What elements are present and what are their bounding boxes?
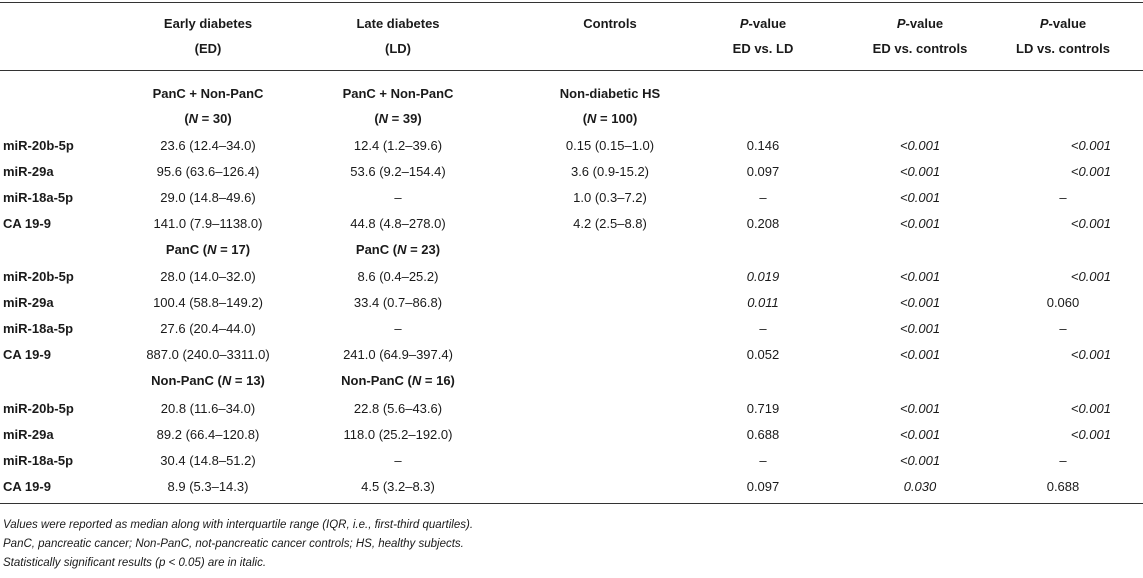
g1-row3-late: –: [394, 190, 402, 205]
table-top-rule: [0, 2, 1143, 3]
g3-row4-label: CA 19-9: [3, 479, 51, 494]
header-late-line1: Late diabetes: [356, 16, 440, 31]
g3-row2-late: 118.0 (25.2–192.0): [343, 427, 453, 442]
g2-row4-p2: <0.001: [899, 347, 941, 362]
g3-row2-p2: <0.001: [899, 427, 941, 442]
g1-row1-label: miR-20b-5p: [3, 138, 74, 153]
g2-row1-early: 28.0 (14.0–32.0): [160, 269, 256, 284]
g3-row3-late: –: [394, 453, 402, 468]
g1-row4-early: 141.0 (7.9–1138.0): [153, 216, 263, 231]
g2-row3-p2: <0.001: [899, 321, 941, 336]
g1-row2-p3: <0.001: [1070, 164, 1111, 179]
g1-row3-label: miR-18a-5p: [3, 190, 74, 205]
group1-controls-header: Non-diabetic HS (N = 100): [559, 86, 661, 126]
g2-row1-p3: <0.001: [1070, 269, 1111, 284]
g1-row3-p1: –: [759, 190, 767, 205]
g3-row2-label: miR-29a: [3, 427, 54, 442]
header-early-diabetes: [133, 16, 283, 57]
g3-row4-late: 4.5 (3.2–8.3): [361, 479, 435, 494]
g2-row2-label: miR-29a: [3, 295, 54, 310]
g2-row4-early: 887.0 (240.0–3311.0): [146, 347, 270, 362]
g3-row4-p3: 0.688: [1046, 479, 1080, 494]
g2-row4-p1: 0.052: [746, 347, 780, 362]
g3-row1-label: miR-20b-5p: [3, 401, 74, 416]
g2-row1-p2: <0.001: [899, 269, 941, 284]
footnote-3: Statistically significant results (p < 0.05) are in italic.: [3, 557, 267, 569]
g2-row3-early: 27.6 (20.4–44.0): [160, 321, 256, 336]
g3-row4-early: 8.9 (5.3–14.3): [167, 479, 249, 494]
g1-row4-label: CA 19-9: [3, 216, 51, 231]
g3-row3-p2: <0.001: [899, 453, 941, 468]
group2-late-header: PanC (N = 23): [355, 242, 441, 257]
g3-row1-p2: <0.001: [899, 401, 941, 416]
g3-row3-p3: –: [1059, 453, 1067, 468]
g1-row4-p3: <0.001: [1070, 216, 1111, 231]
g1-row2-p2: <0.001: [899, 164, 941, 179]
header-early-line2: (ED): [194, 41, 222, 56]
g2-row4-label: CA 19-9: [3, 347, 51, 362]
g1-row2-controls: 3.6 (0.9-15.2): [570, 164, 650, 179]
g3-row2-p3: <0.001: [1070, 427, 1111, 442]
g3-row4-p1: 0.097: [746, 479, 780, 494]
g2-row1-late: 8.6 (0.4–25.2): [357, 269, 439, 284]
g2-row4-p3: <0.001: [1070, 347, 1111, 362]
group3-late-header: Non-PanC (N = 16): [341, 373, 455, 388]
g1-row2-label: miR-29a: [3, 164, 54, 179]
g1-row3-controls: 1.0 (0.3–7.2): [573, 190, 647, 205]
g2-row3-label: miR-18a-5p: [3, 321, 74, 336]
g1-row2-late: 53.6 (9.2–154.4): [350, 164, 446, 179]
header-pvalue-ed-ld: P-value ED vs. LD: [732, 16, 794, 56]
g2-row2-late: 33.4 (0.7–86.8): [353, 295, 443, 310]
g3-row2-early: 89.2 (66.4–120.8): [156, 427, 260, 442]
g1-row3-p3: –: [1059, 190, 1067, 205]
group1-early-header: PanC + Non-PanC (N = 30): [152, 86, 264, 126]
header-late-line2: (LD): [385, 41, 411, 56]
g1-row1-p3: <0.001: [1070, 138, 1111, 153]
g1-row3-p2: <0.001: [899, 190, 941, 205]
header-controls: Controls: [583, 16, 637, 31]
g2-row1-p1: 0.019: [746, 269, 780, 284]
g1-row2-early: 95.6 (63.6–126.4): [156, 164, 260, 179]
g1-row4-p1: 0.208: [746, 216, 780, 231]
g2-row3-p3: –: [1059, 321, 1067, 336]
g3-row1-early: 20.8 (11.6–34.0): [160, 401, 256, 416]
g2-row2-p1: 0.011: [747, 295, 779, 310]
g1-row4-p2: <0.001: [899, 216, 941, 231]
footnote-2: PanC, pancreatic cancer; Non-PanC, not-pancreatic cancer controls; HS, healthy subjects.: [3, 538, 464, 550]
group2-early-header: PanC (N = 17): [165, 242, 251, 257]
header-pvalue-ld-controls: P-value LD vs. controls: [1016, 16, 1110, 56]
g1-row2-p1: 0.097: [746, 164, 780, 179]
g2-row3-p1: –: [759, 321, 767, 336]
g3-row1-p1: 0.719: [746, 401, 780, 416]
g2-row2-p2: <0.001: [899, 295, 941, 310]
g3-row3-label: miR-18a-5p: [3, 453, 74, 468]
g1-row4-late: 44.8 (4.8–278.0): [350, 216, 446, 231]
g3-row3-p1: –: [759, 453, 767, 468]
group1-late-header: PanC + Non-PanC (N = 39): [342, 86, 454, 126]
g1-row1-controls: 0.15 (0.15–1.0): [565, 138, 655, 153]
g2-row4-late: 241.0 (64.9–397.4): [343, 347, 453, 362]
g1-row1-early: 23.6 (12.4–34.0): [160, 138, 256, 153]
g3-row4-p2: 0.030: [903, 479, 937, 494]
g1-row1-late: 12.4 (1.2–39.6): [353, 138, 443, 153]
g1-row3-early: 29.0 (14.8–49.6): [160, 190, 256, 205]
header-early-line1: Early diabetes: [163, 16, 253, 31]
table-bottom-rule: [0, 503, 1143, 504]
group3-early-header: Non-PanC (N = 13): [151, 373, 265, 388]
footnote-1: Values were reported as median along with interquartile range (IQR, i.e., first-third quartiles).: [3, 519, 474, 531]
g2-row2-p3: 0.060: [1046, 295, 1080, 310]
g3-row1-late: 22.8 (5.6–43.6): [353, 401, 443, 416]
g2-row3-late: –: [394, 321, 402, 336]
header-late-diabetes: [323, 16, 473, 57]
g3-row3-early: 30.4 (14.8–51.2): [160, 453, 256, 468]
g2-row2-early: 100.4 (58.8–149.2): [153, 295, 263, 310]
g1-row1-p2: <0.001: [899, 138, 941, 153]
g3-row2-p1: 0.688: [746, 427, 780, 442]
header-rule: [0, 70, 1143, 71]
g2-row1-label: miR-20b-5p: [3, 269, 74, 284]
g1-row1-p1: 0.146: [746, 138, 780, 153]
g1-row4-controls: 4.2 (2.5–8.8): [573, 216, 647, 231]
header-pvalue-ed-controls: P-value ED vs. controls: [872, 16, 968, 56]
g3-row1-p3: <0.001: [1070, 401, 1111, 416]
